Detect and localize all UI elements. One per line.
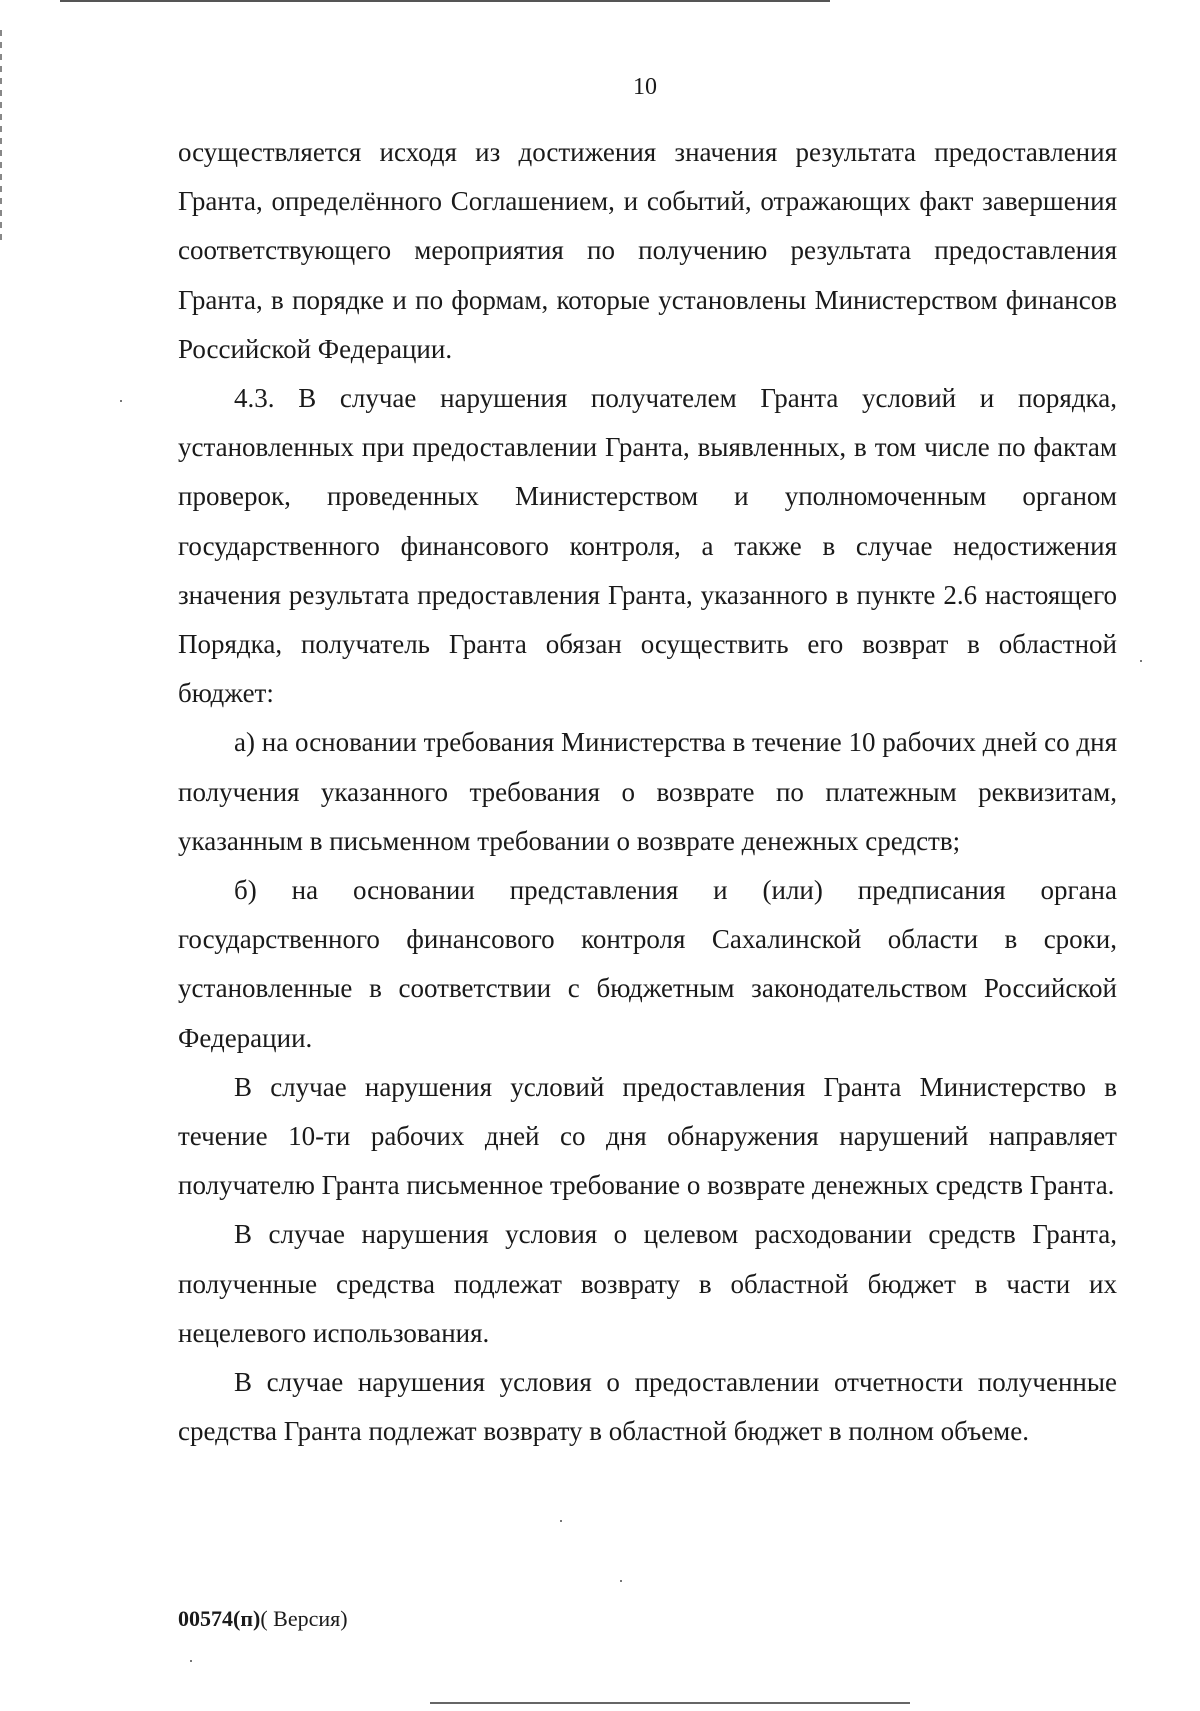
footer-code-version: ( Версия) xyxy=(260,1606,348,1631)
scan-speck xyxy=(620,1580,622,1582)
scan-speck xyxy=(1140,660,1142,662)
document-body xyxy=(178,128,1117,1456)
paragraph-continuation: осуществляется исходя из достижения значения результата предоставления Гранта, определённого Соглашением, и событий, отражающих факт завершения соответствующего мероприятия по получению результата предоставления Гранта, в порядке и по формам, которые установлены Министерством финансов Российской Федерации. xyxy=(178,137,1117,364)
scan-edge-left xyxy=(0,30,2,240)
paragraph-violation-notice: В случае нарушения условий предоставления Гранта Министерство в течение 10-ти рабочих дней со дня обнаружения нарушений направляет получателю Гранта письменное требование о возврате денежных средств Гранта. xyxy=(178,1071,1117,1201)
scan-speck xyxy=(560,1520,562,1522)
footer-code-number: 00574(п) xyxy=(178,1606,261,1631)
scan-border-bottom xyxy=(430,1702,910,1704)
paragraph-clause-4-3: 4.3. В случае нарушения получателем Гранта условий и порядка, установленных при предоставлении Гранта, выявленных, в том числе по фактам проверок, проведенных Министерством и уполномоченным органом государственного финансового контроля, а также в случае недостижения значения результата предоставления Гранта, указанного в пункте 2.6 настоящего Порядка, получатель Гранта обязан осуществить его возврат в областной бюджет: xyxy=(178,383,1117,709)
paragraph-reporting: В случае нарушения условия о предоставлении отчетности полученные средства Гранта подлежат возврату в областной бюджет в полном объеме. xyxy=(178,1367,1117,1447)
page-number: 10 xyxy=(633,74,657,100)
scan-speck xyxy=(120,400,122,402)
scan-speck xyxy=(190,1660,192,1662)
scan-border-top xyxy=(60,0,830,2)
document-footer-code xyxy=(178,1606,348,1632)
paragraph-item-a: а) на основании требования Министерства в течение 10 рабочих дней со дня получения указанного требования о возврате по платежным реквизитам, указанным в письменном требовании о возврате денежных средств; xyxy=(178,727,1117,856)
paragraph-targeted-spending: В случае нарушения условия о целевом расходовании средств Гранта, полученные средства подлежат возврату в областной бюджет в части их нецелевого использования. xyxy=(178,1219,1117,1348)
paragraph-item-b: б) на основании представления и (или) предписания органа государственного финансового контроля Сахалинской области в сроки, установленные в соответствии с бюджетным законодательством Российской Федерации. xyxy=(178,875,1117,1053)
